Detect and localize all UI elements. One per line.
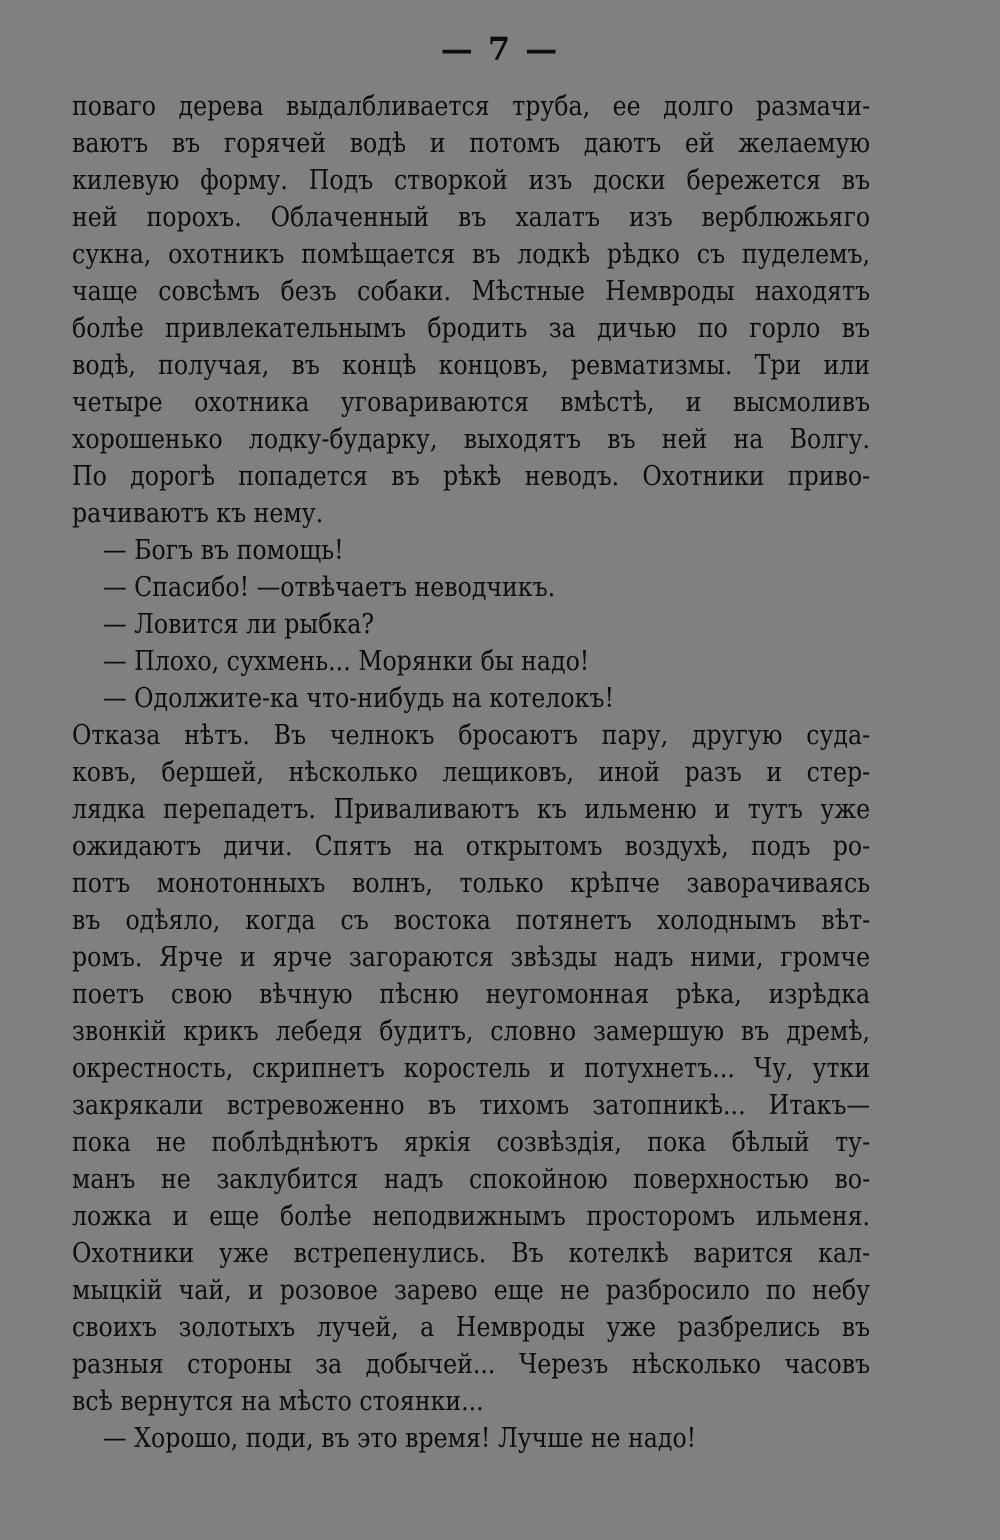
text-line: лядка перепадетъ. Приваливаютъ къ ильменю и тутъ уже: [72, 793, 871, 825]
dialogue-line: — Богъ въ помощь!: [102, 534, 344, 566]
text-line: водѣ, получая, въ концѣ концовъ, ревматизмы. Три или: [72, 349, 871, 381]
text-line: четыре охотника уговариваются вмѣстѣ, и высмоливъ: [72, 386, 871, 418]
text-line: звонкій крикъ лебедя будитъ, словно замершую въ дремѣ,: [72, 1015, 871, 1047]
text-line: пока не поблѣднѣютъ яркія созвѣздія, пока бѣлый ту-: [72, 1126, 871, 1158]
text-line: килевую форму. Подъ створкой изъ доски бережется въ: [72, 164, 871, 196]
text-line: своихъ золотыхъ лучей, а Немвроды уже разбрелись въ: [72, 1311, 871, 1343]
page-number: — 7 —: [440, 30, 560, 68]
text-line: ожидаютъ дичи. Спятъ на открытомъ воздухѣ, подъ ро-: [72, 830, 871, 862]
text-line: ваютъ въ горячей водѣ и потомъ даютъ ей желаемую: [72, 127, 871, 159]
text-line: чаще совсѣмъ безъ собаки. Мѣстные Немвроды находятъ: [72, 275, 871, 307]
text-line: По дорогѣ попадется въ рѣкѣ неводъ. Охотники приво-: [72, 460, 871, 492]
dialogue-line: — Плохо, сухмень... Морянки бы надо!: [102, 645, 590, 677]
text-line: ковъ, бершей, нѣсколько лещиковъ, иной разъ и стер-: [72, 756, 871, 788]
text-line: потъ монотонныхъ волнъ, только крѣпче заворачиваясь: [72, 867, 871, 899]
text-line: всѣ вернутся на мѣсто стоянки...: [72, 1385, 484, 1417]
text-line: окрестность, скрипнетъ коростель и потухнетъ... Чу, утки: [72, 1052, 871, 1084]
text-line: хорошенько лодку-бударку, выходятъ въ ней на Волгу.: [72, 423, 871, 455]
text-line: поваго дерева выдалбливается труба, ее долго размачи-: [72, 90, 871, 122]
text-line: сукна, охотникъ помѣщается въ лодкѣ рѣдко съ пуделемъ,: [72, 238, 871, 270]
text-line: ложка и еще болѣе неподвижнымъ просторомъ ильменя.: [72, 1200, 871, 1232]
text-line: въ одѣяло, когда съ востока потянетъ холоднымъ вѣт-: [72, 904, 871, 936]
text-line: разныя стороны за добычей... Черезъ нѣсколько часовъ: [72, 1348, 871, 1380]
text-line: поетъ свою вѣчную пѣсню неугомонная рѣка, изрѣдка: [72, 978, 871, 1010]
text-line: болѣе привлекательнымъ бродить за дичью по горло въ: [72, 312, 871, 344]
text-line: Охотники уже встрепенулись. Въ котелкѣ варится кал-: [72, 1237, 871, 1269]
dialogue-line: — Ловится ли рыбка?: [102, 608, 375, 640]
text-line: Отказа нѣтъ. Въ челнокъ бросаютъ пару, другую суда-: [72, 719, 871, 751]
text-line: ромъ. Ярче и ярче загораются звѣзды надъ ними, громче: [72, 941, 871, 973]
text-line: манъ не заклубится надъ спокойною поверхностью во-: [72, 1163, 871, 1195]
dialogue-line: — Одолжите-ка что-нибудь на котелокъ!: [102, 682, 614, 714]
dialogue-line: — Спасибо! —отвѣчаетъ неводчикъ.: [102, 571, 556, 603]
text-line: мыцкій чай, и розовое зарево еще не разбросило по небу: [72, 1274, 871, 1306]
body-text: [72, 88, 870, 1457]
dialogue-line: — Хорошо, поди, въ это время! Лучше не надо!: [102, 1422, 697, 1454]
text-line: рачиваютъ къ нему.: [72, 497, 324, 529]
text-line: закрякали встревоженно въ тихомъ затопникѣ... Итакъ—: [72, 1089, 871, 1121]
text-line: ней порохъ. Облаченный въ халатъ изъ верблюжьяго: [72, 201, 871, 233]
